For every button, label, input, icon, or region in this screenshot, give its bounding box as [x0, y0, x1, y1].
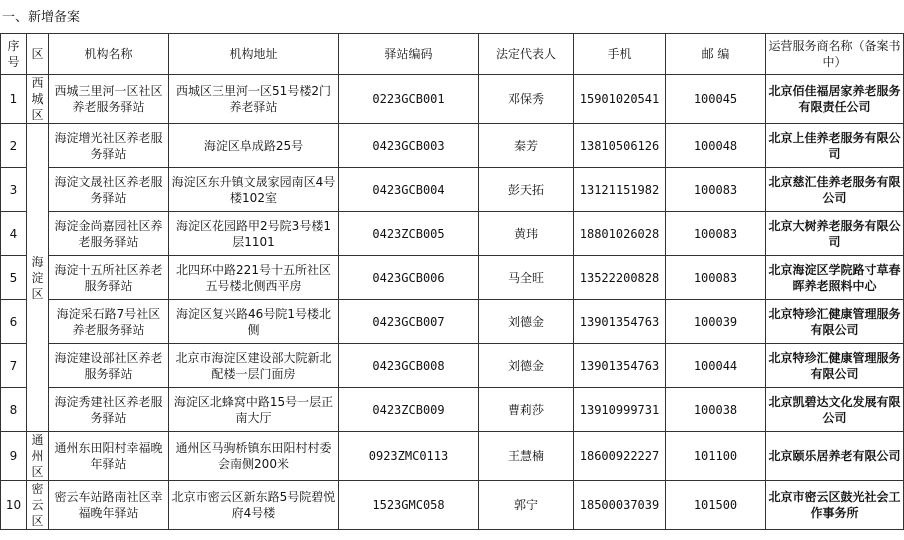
cell-name: 西城三里河一区社区养老服务驿站: [49, 75, 169, 124]
header-row: [1, 34, 904, 75]
cell-code: 0223GCB001: [339, 75, 479, 124]
records-table: [0, 33, 904, 530]
cell-phone: 15901020541: [574, 75, 666, 124]
cell-postal: 100044: [666, 344, 766, 388]
cell-address: 海淀区复兴路46号院1号楼北侧: [169, 300, 339, 344]
cell-operator: 北京上佳养老服务有限公司: [766, 124, 904, 168]
cell-code: 0423GCB003: [339, 124, 479, 168]
cell-address: 北四环中路221号十五所社区五号楼北侧西平房: [169, 256, 339, 300]
table-row: [1, 212, 904, 256]
header-operator: 运营服务商名称（备案书中）: [766, 34, 904, 75]
cell-postal: 100045: [666, 75, 766, 124]
cell-postal: 100083: [666, 256, 766, 300]
cell-name: 海淀十五所社区养老服务驿站: [49, 256, 169, 300]
cell-rep: 邓保秀: [479, 75, 574, 124]
cell-code: 0423ZCB009: [339, 388, 479, 432]
cell-postal: 101100: [666, 432, 766, 481]
cell-code: 0423GCB004: [339, 168, 479, 212]
cell-seq: 5: [1, 256, 27, 300]
table-row: [1, 75, 904, 124]
cell-rep: 彭天拓: [479, 168, 574, 212]
table-row: [1, 432, 904, 481]
cell-address: 西城区三里河一区51号楼2门养老驿站: [169, 75, 339, 124]
cell-district-xicheng: 西城区: [27, 75, 49, 124]
cell-seq: 9: [1, 432, 27, 481]
cell-address: 海淀区阜成路25号: [169, 124, 339, 168]
header-rep: 法定代表人: [479, 34, 574, 75]
cell-phone: 18801026028: [574, 212, 666, 256]
cell-rep: 刘德金: [479, 300, 574, 344]
cell-phone: 18500037039: [574, 481, 666, 530]
cell-address: 通州区马驹桥镇东田阳村村委会南侧200米: [169, 432, 339, 481]
cell-postal: 101500: [666, 481, 766, 530]
cell-name: 海淀增光社区养老服务驿站: [49, 124, 169, 168]
cell-seq: 10: [1, 481, 27, 530]
cell-phone: 18600922227: [574, 432, 666, 481]
cell-postal: 100038: [666, 388, 766, 432]
cell-code: 0423GCB008: [339, 344, 479, 388]
cell-name: 密云车站路南社区幸福晚年驿站: [49, 481, 169, 530]
header-name: 机构名称: [49, 34, 169, 75]
cell-rep: 秦芳: [479, 124, 574, 168]
cell-rep: 王慧楠: [479, 432, 574, 481]
header-postal: 邮 编: [666, 34, 766, 75]
cell-postal: 100039: [666, 300, 766, 344]
cell-operator: 北京凯碧达文化发展有限公司: [766, 388, 904, 432]
cell-district-miyun: 密云区: [27, 481, 49, 530]
cell-operator: 北京佰佳福居家养老服务有限责任公司: [766, 75, 904, 124]
cell-rep: 马全旺: [479, 256, 574, 300]
cell-seq: 8: [1, 388, 27, 432]
cell-operator: 北京特珍汇健康管理服务有限公司: [766, 300, 904, 344]
table-row: [1, 388, 904, 432]
table-row: [1, 168, 904, 212]
cell-operator: 北京颐乐居养老有限公司: [766, 432, 904, 481]
cell-phone: 13810506126: [574, 124, 666, 168]
cell-address: 北京市密云区新东路5号院碧悦府4号楼: [169, 481, 339, 530]
cell-operator: 北京特珍汇健康管理服务有限公司: [766, 344, 904, 388]
cell-seq: 2: [1, 124, 27, 168]
section-title: 一、新增备案: [2, 10, 81, 25]
cell-rep: 郭宁: [479, 481, 574, 530]
cell-operator: 北京市密云区鼓光社会工作事务所: [766, 481, 904, 530]
cell-phone: 13522200828: [574, 256, 666, 300]
header-phone: 手机: [574, 34, 666, 75]
cell-phone: 13910999731: [574, 388, 666, 432]
cell-phone: 13901354763: [574, 344, 666, 388]
cell-name: 海淀文晟社区养老服务驿站: [49, 168, 169, 212]
cell-seq: 6: [1, 300, 27, 344]
cell-name: 海淀金尚嘉园社区养老服务驿站: [49, 212, 169, 256]
cell-postal: 100083: [666, 168, 766, 212]
cell-seq: 7: [1, 344, 27, 388]
cell-code: 0423GCB007: [339, 300, 479, 344]
cell-code: 0423ZCB005: [339, 212, 479, 256]
cell-rep: 曹莉莎: [479, 388, 574, 432]
cell-seq: 1: [1, 75, 27, 124]
cell-operator: 北京大树养老服务有限公司: [766, 212, 904, 256]
cell-address: 海淀区花园路甲2号院3号楼1层1101: [169, 212, 339, 256]
header-code: 驿站编码: [339, 34, 479, 75]
table-row: [1, 124, 904, 168]
cell-rep: 黄玮: [479, 212, 574, 256]
cell-seq: 4: [1, 212, 27, 256]
cell-code: 1523GMC058: [339, 481, 479, 530]
cell-code: 0423GCB006: [339, 256, 479, 300]
cell-name: 通州东田阳村幸福晚年驿站: [49, 432, 169, 481]
cell-address: 海淀区北蜂窝中路15号一层正南大厅: [169, 388, 339, 432]
cell-name: 海淀建设部社区养老服务驿站: [49, 344, 169, 388]
cell-district-tongzhou: 通州区: [27, 432, 49, 481]
cell-operator: 北京海淀区学院路寸草春晖养老照料中心: [766, 256, 904, 300]
cell-address: 海淀区东升镇文晟家园南区4号楼102室: [169, 168, 339, 212]
cell-phone: 13121151982: [574, 168, 666, 212]
table-row: [1, 481, 904, 530]
cell-address: 北京市海淀区建设部大院新北配楼一层门面房: [169, 344, 339, 388]
cell-name: 海淀采石路7号社区养老服务驿站: [49, 300, 169, 344]
table-row: [1, 300, 904, 344]
header-address: 机构地址: [169, 34, 339, 75]
cell-seq: 3: [1, 168, 27, 212]
cell-postal: 100048: [666, 124, 766, 168]
cell-postal: 100083: [666, 212, 766, 256]
table-row: [1, 344, 904, 388]
header-seq: 序号: [1, 34, 27, 75]
table-row: [1, 256, 904, 300]
cell-operator: 北京慈汇佳养老服务有限公司: [766, 168, 904, 212]
cell-district-haidian: 海淀区: [27, 124, 49, 432]
cell-phone: 13901354763: [574, 300, 666, 344]
cell-code: 0923ZMC0113: [339, 432, 479, 481]
header-district: 区: [27, 34, 49, 75]
cell-name: 海淀秀建社区养老服务驿站: [49, 388, 169, 432]
cell-rep: 刘德金: [479, 344, 574, 388]
